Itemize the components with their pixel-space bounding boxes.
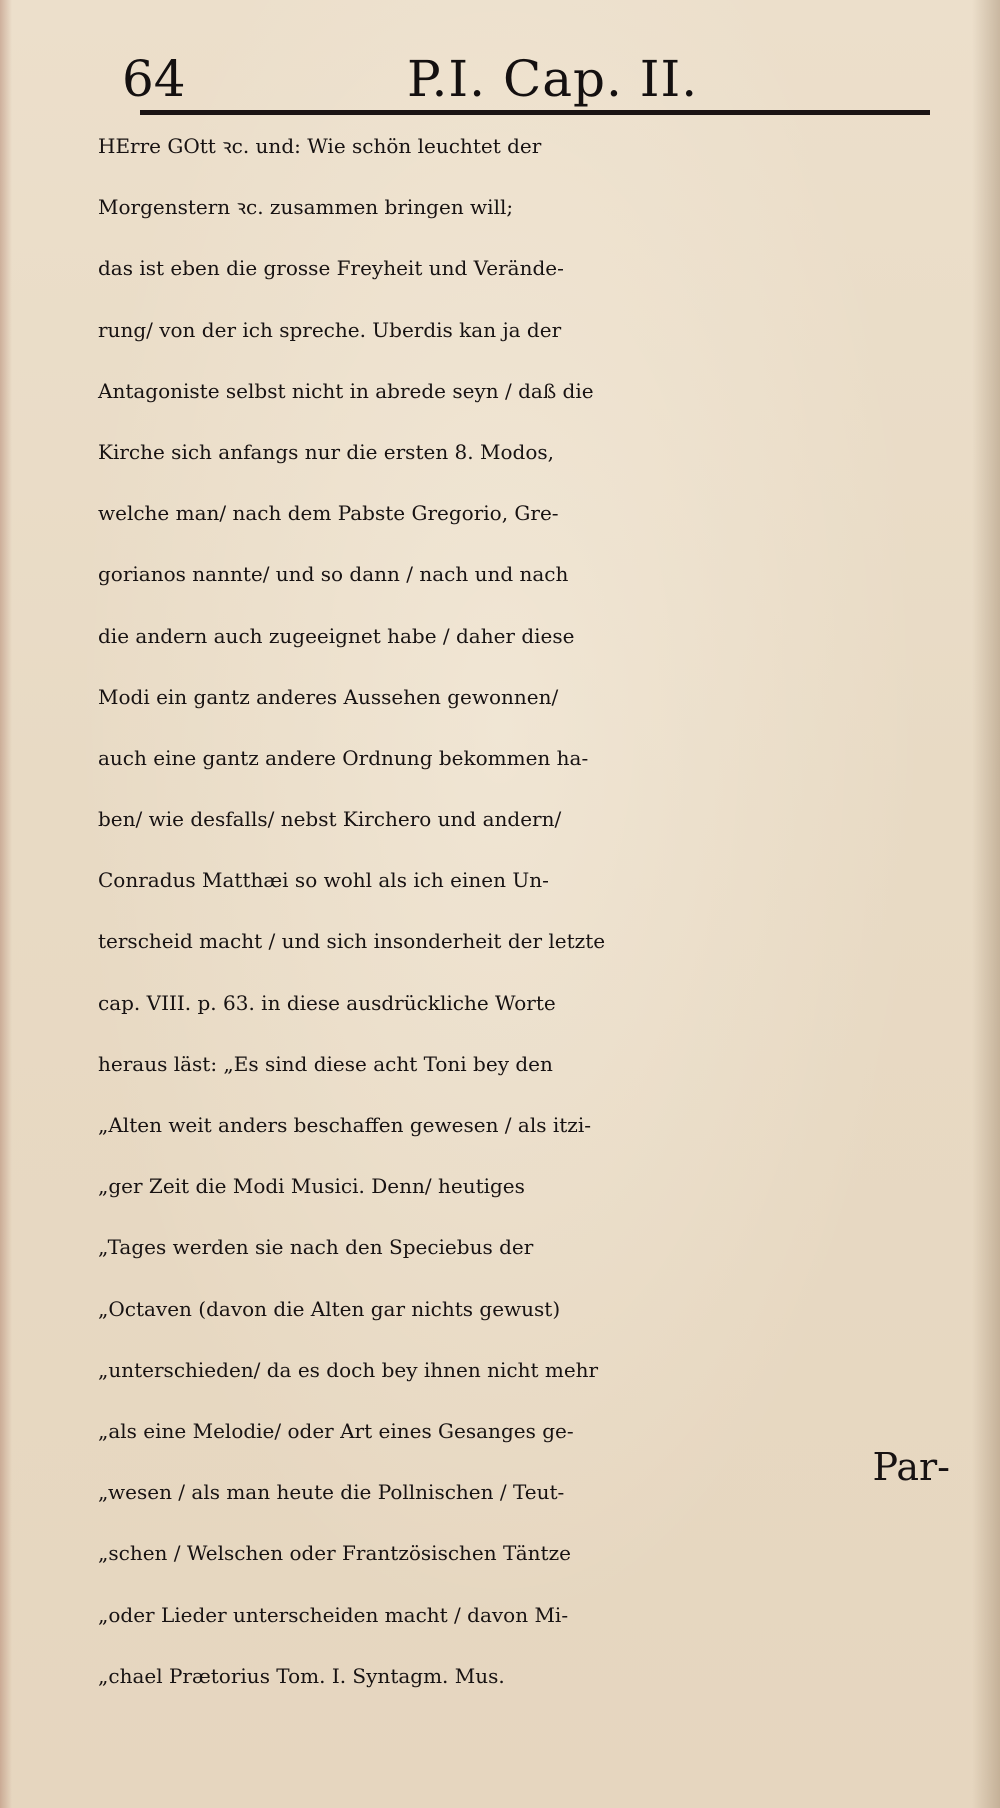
catchword: Par- bbox=[872, 1445, 950, 1489]
text-line: „Octaven (davon die Alten gar nichts gewust) bbox=[98, 1296, 561, 1321]
text-line: rung/ von der ich spreche. Uberdis kan ja der bbox=[98, 317, 562, 342]
page-number: 64 bbox=[122, 50, 186, 108]
text-line: das ist eben die grosse Freyheit und Verände- bbox=[98, 256, 564, 281]
text-line: „Tages werden sie nach den Speciebus der bbox=[98, 1235, 534, 1260]
text-line: die andern auch zugeeignet habe / daher diese bbox=[98, 623, 575, 648]
text-line: „wesen / als man heute die Pollnischen / Teut- bbox=[98, 1480, 565, 1505]
text-line: „Alten weit anders beschaffen gewesen / als itzi- bbox=[98, 1113, 591, 1137]
running-title: P.I. Cap. II. bbox=[407, 50, 699, 108]
text-line: Morgenstern ꝛc. zusammen bringen will; bbox=[98, 195, 514, 220]
page-gutter-shadow bbox=[972, 0, 1000, 1808]
text-line: Conradus Matthæi so wohl als ich einen Un- bbox=[98, 868, 549, 893]
text-line: Kirche sich anfangs nur die ersten 8. Modos, bbox=[98, 439, 554, 464]
header-rule bbox=[140, 110, 930, 115]
text-line: Modi ein gantz anderes Aussehen gewonnen/ bbox=[98, 684, 559, 709]
text-line: „als eine Melodie/ oder Art eines Gesanges ge- bbox=[98, 1418, 574, 1443]
text-line: „unterschieden/ da es doch bey ihnen nicht mehr bbox=[98, 1357, 599, 1382]
text-line: „oder Lieder unterscheiden macht / davon Mi- bbox=[98, 1602, 569, 1627]
text-line: cap. VIII. p. 63. in diese ausdrückliche Worte bbox=[98, 990, 556, 1015]
body-text bbox=[98, 116, 958, 1707]
text-line: Antagoniste selbst nicht in abrede seyn / daß die bbox=[98, 378, 594, 403]
text-line: „chael Prætorius Tom. I. Syntagm. Mus. bbox=[98, 1663, 505, 1688]
running-head bbox=[112, 50, 932, 110]
text-line: heraus läst: „Es sind diese acht Toni bey den bbox=[98, 1051, 553, 1076]
text-line: „schen / Welschen oder Frantzösischen Täntze bbox=[98, 1541, 571, 1566]
text-line: auch eine gantz andere Ordnung bekommen ha- bbox=[98, 745, 589, 770]
text-line: welche man/ nach dem Pabste Gregorio, Gre- bbox=[98, 501, 559, 526]
text-line: ben/ wie desfalls/ nebst Kirchero und andern/ bbox=[98, 807, 562, 832]
page-left-edge bbox=[0, 0, 12, 1808]
text-line: „ger Zeit die Modi Musici. Denn/ heutiges bbox=[98, 1174, 525, 1199]
text-line: terscheid macht / und sich insonderheit der letzte bbox=[98, 929, 606, 954]
text-line: gorianos nannte/ und so dann / nach und nach bbox=[98, 562, 569, 587]
text-line: HErre GOtt ꝛc. und: Wie schön leuchtet der bbox=[98, 134, 542, 158]
